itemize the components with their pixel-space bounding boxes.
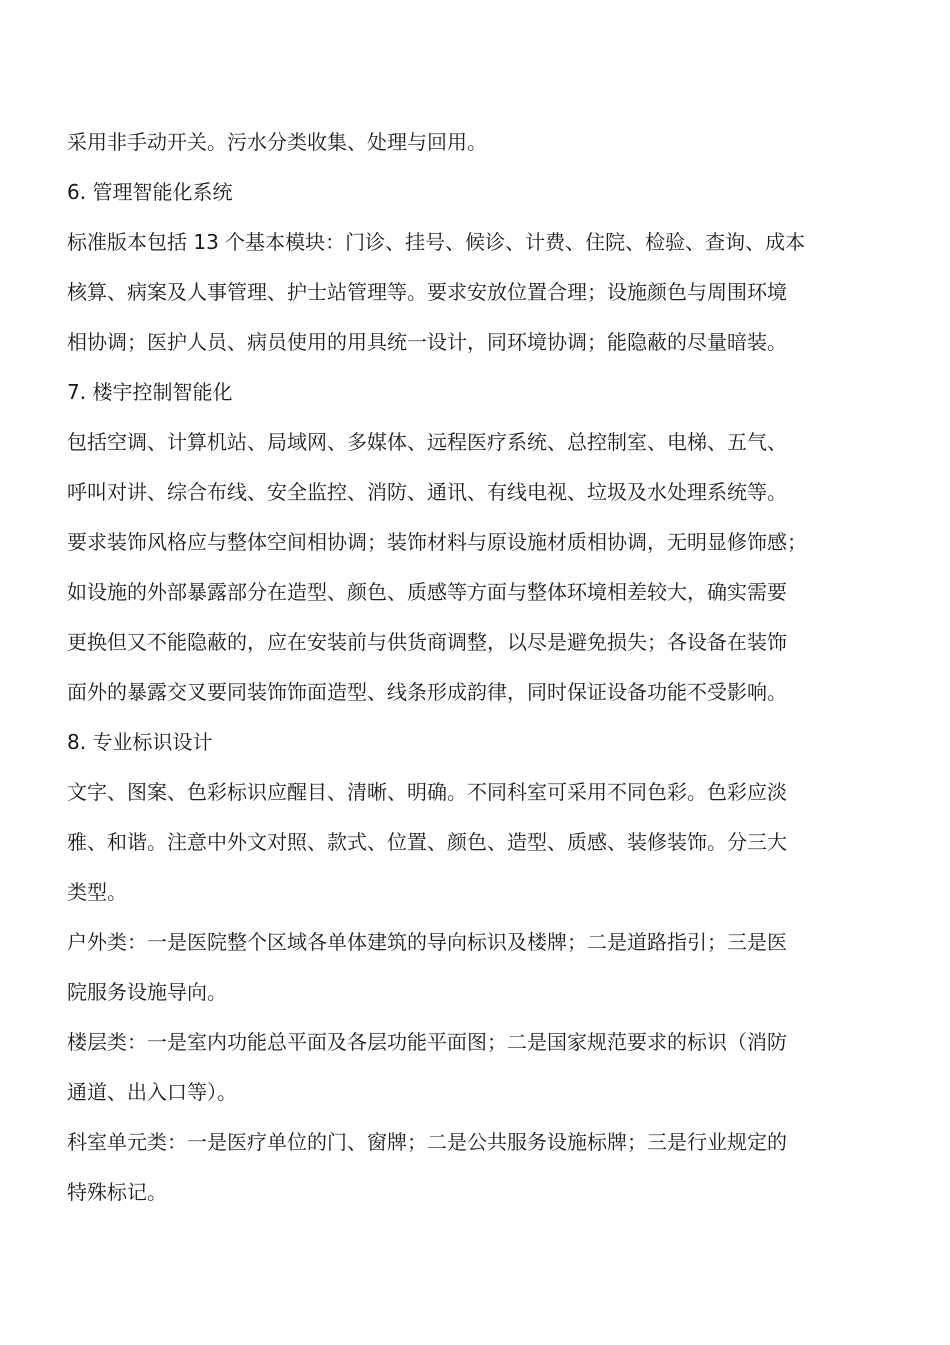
section-heading-6: 6. 管理智能化系统 xyxy=(67,180,233,204)
paragraph-line: 楼层类：一是室内功能总平面及各层功能平面图；二是国家规范要求的标识（消防 xyxy=(67,1030,787,1054)
paragraph-line: 科室单元类：一是医疗单位的门、窗牌；二是公共服务设施标牌；三是行业规定的 xyxy=(67,1130,787,1154)
paragraph-line: 要求装饰风格应与整体空间相协调；装饰材料与原设施材质相协调，无明显修饰感； xyxy=(67,530,807,554)
paragraph-line: 更换但又不能隐蔽的，应在安装前与供货商调整，以尽是避免损失；各设备在装饰 xyxy=(67,630,787,654)
paragraph-line: 文字、图案、色彩标识应醒目、清晰、明确。不同科室可采用不同色彩。色彩应淡 xyxy=(67,780,787,804)
paragraph-line: 户外类：一是医院整个区域各单体建筑的导向标识及楼牌；二是道路指引；三是医 xyxy=(67,930,787,954)
paragraph-line: 采用非手动开关。污水分类收集、处理与回用。 xyxy=(67,130,487,154)
paragraph-line: 标准版本包括 13 个基本模块：门诊、挂号、候诊、计费、住院、检验、查询、成本 xyxy=(67,230,806,254)
paragraph-line: 如设施的外部暴露部分在造型、颜色、质感等方面与整体环境相差较大，确实需要 xyxy=(67,580,787,604)
paragraph-line: 包括空调、计算机站、局域网、多媒体、远程医疗系统、总控制室、电梯、五气、 xyxy=(67,430,787,454)
section-heading-7: 7. 楼宇控制智能化 xyxy=(67,380,233,404)
section-heading-8: 8. 专业标识设计 xyxy=(67,730,213,754)
paragraph-line: 核算、病案及人事管理、护士站管理等。要求安放位置合理；设施颜色与周围环境 xyxy=(67,280,787,304)
paragraph-line: 类型。 xyxy=(67,880,127,904)
paragraph-line: 面外的暴露交叉要同装饰饰面造型、线条形成韵律，同时保证设备功能不受影响。 xyxy=(67,680,787,704)
paragraph-line: 相协调；医护人员、病员使用的用具统一设计，同环境协调；能隐蔽的尽量暗装。 xyxy=(67,330,787,354)
paragraph-line: 院服务设施导向。 xyxy=(67,980,227,1004)
paragraph-line: 呼叫对讲、综合布线、安全监控、消防、通讯、有线电视、垃圾及水处理系统等。 xyxy=(67,480,787,504)
paragraph-line: 雅、和谐。注意中外文对照、款式、位置、颜色、造型、质感、装修装饰。分三大 xyxy=(67,830,787,854)
paragraph-line: 特殊标记。 xyxy=(67,1180,167,1204)
paragraph-line: 通道、出入口等）。 xyxy=(67,1080,237,1104)
